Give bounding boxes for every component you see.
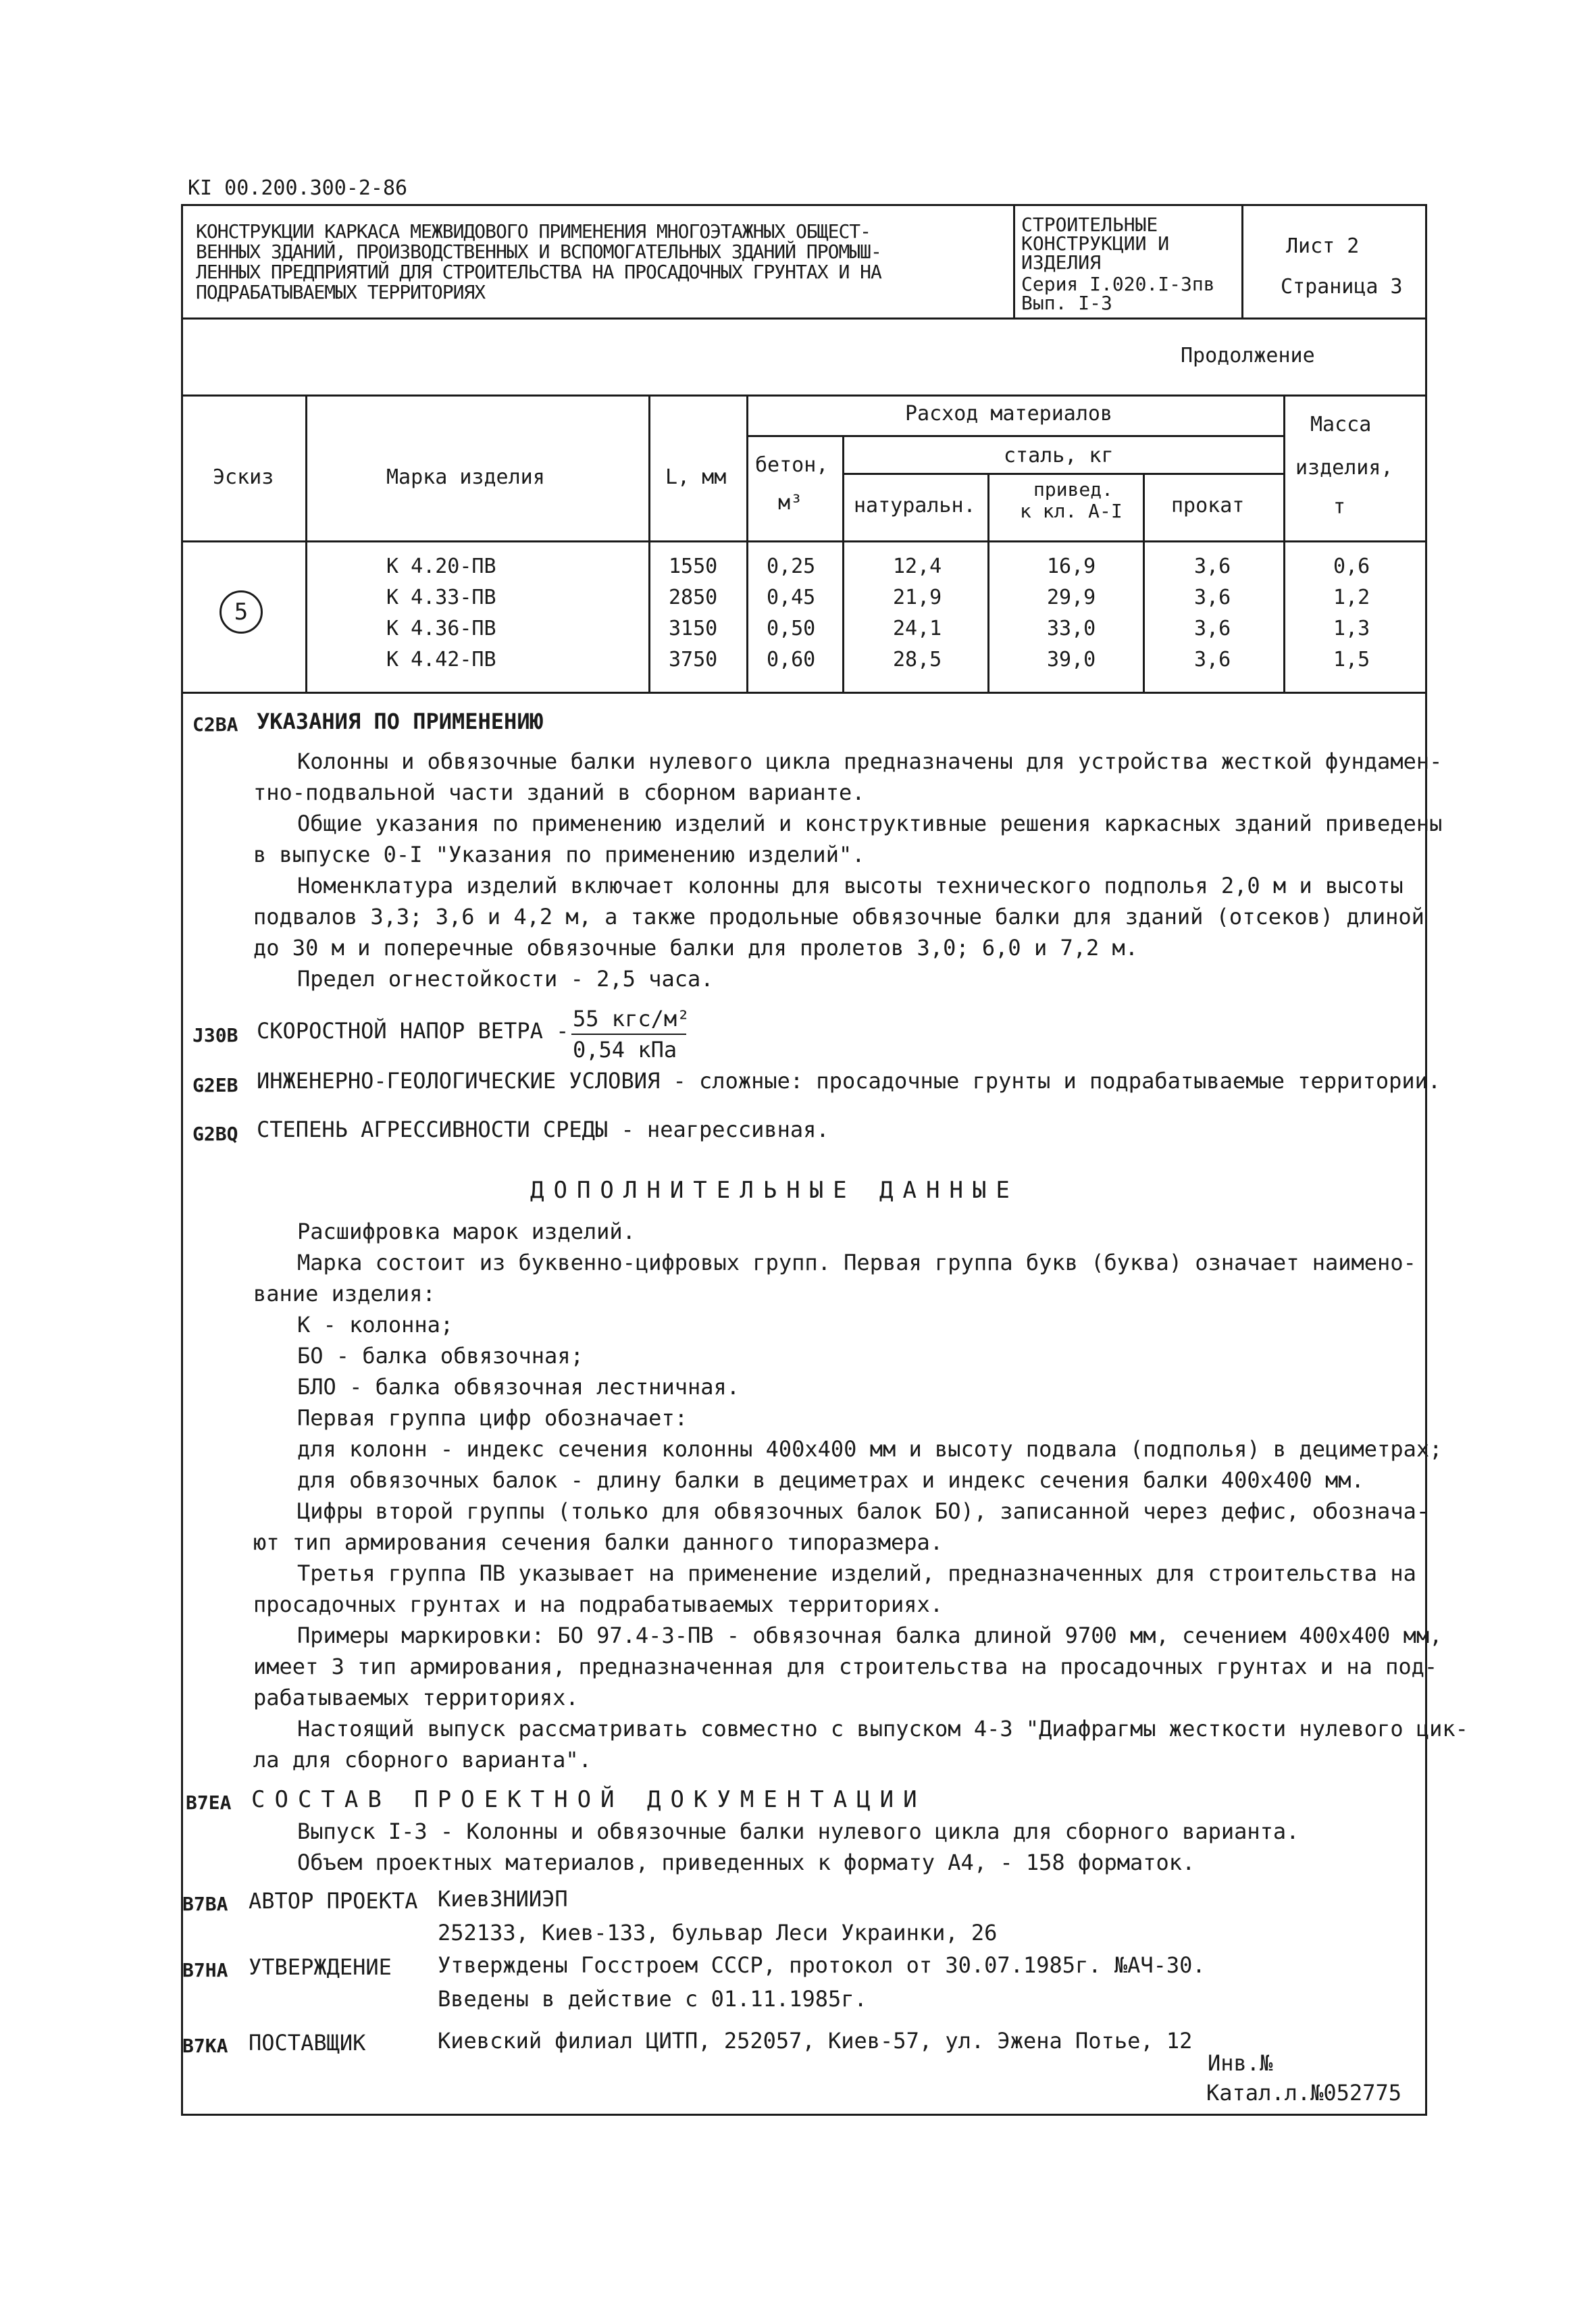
col-line-reduced: [1143, 473, 1145, 692]
aggressiveness-text: СТЕПЕНЬ АГРЕССИВНОСТИ СРЕДЫ - неагрессивная.: [257, 1117, 829, 1142]
catalog-number: Катал.л.№052775: [1206, 2080, 1401, 2106]
usage-line-7: до 30 м и поперечные обвязочные балки для пролетов 3,0; 6,0 и 7,2 м.: [253, 935, 1139, 961]
cell-reduced: 16,9: [1047, 555, 1096, 578]
additional-data-line: Третья группа ПВ указывает на применение изделий, предназначенных для строительства на: [297, 1560, 1416, 1586]
cell-mark: К 4.36-ПВ: [386, 617, 496, 640]
table-header-bottom: [181, 540, 1427, 542]
additional-data-title: ДОПОЛНИТЕЛЬНЫЕ ДАННЫЕ: [530, 1177, 1019, 1204]
usage-line-3: Общие указания по применению изделий и конструктивные решения каркасных зданий приведены: [297, 811, 1443, 836]
header-title-line-2: ВЕННЫХ ЗДАНИЙ, ПРОИЗВОДСТВЕННЫХ И ВСПОМОГАТЕЛЬНЫХ ЗДАНИЙ ПРОМЫШ-: [196, 240, 881, 263]
usage-line-1: Колонны и обвязочные балки нулевого цикла предназначены для устройства жесткой фундамен-: [297, 748, 1443, 774]
additional-data-line: имеет 3 тип армирования, предназначенная для строительства на просадочных грунтах и на под-: [253, 1654, 1438, 1679]
col-line-mark: [648, 395, 650, 692]
cell-reduced: 33,0: [1047, 617, 1096, 640]
aggressiveness-code: G2BQ: [192, 1123, 238, 1145]
cell-length: 2850: [669, 586, 718, 609]
cell-length: 1550: [669, 555, 718, 578]
usage-line-2: тно-подвальной части зданий в сборном варианте.: [253, 780, 865, 805]
wind-code: J30B: [192, 1024, 238, 1046]
cell-natural: 21,9: [893, 586, 942, 609]
cell-mass: 0,6: [1333, 555, 1370, 578]
usage-title: УКАЗАНИЯ ПО ПРИМЕНЕНИЮ: [257, 709, 543, 734]
cell-rolled: 3,6: [1194, 586, 1231, 609]
inventory-number: Инв.№: [1208, 2050, 1273, 2076]
additional-data-line: БО - балка обвязочная;: [297, 1343, 584, 1369]
additional-data-line: Первая группа цифр обозначает:: [297, 1405, 688, 1431]
category-line-1: СТРОИТЕЛЬНЫЕ: [1021, 213, 1158, 236]
header-title-line-3: ЛЕННЫХ ПРЕДПРИЯТИЙ ДЛЯ СТРОИТЕЛЬСТВА НА ПРОСАДОЧНЫХ ГРУНТАХ И НА: [196, 261, 881, 283]
col-header-mass-3: т: [1333, 495, 1346, 519]
additional-data-line: ла для сборного варианта".: [253, 1747, 592, 1773]
documentation-line-1: Выпуск I-3 - Колонны и обвязочные балки нулевого цикла для сборного варианта.: [297, 1819, 1299, 1844]
additional-data-line: БЛО - балка обвязочная лестничная.: [297, 1374, 740, 1400]
cell-rolled: 3,6: [1194, 648, 1231, 671]
col-header-materials: Расход материалов: [905, 402, 1113, 426]
cell-concrete: 0,60: [767, 648, 816, 671]
col-header-length: L, мм: [665, 465, 727, 489]
approval-line-1: Утверждены Госстроем СССР, протокол от 30.07.1985г. №АЧ-30.: [438, 1952, 1206, 1978]
usage-code: С2ВА: [192, 713, 238, 736]
cell-concrete: 0,45: [767, 586, 816, 609]
usage-line-5: Номенклатура изделий включает колонны для высоты технического подполья 2,0 м и высоты: [297, 873, 1404, 898]
usage-line-4: в выпуске 0-I "Указания по применению изделий".: [253, 842, 865, 867]
documentation-line-2: Объем проектных материалов, приведенных к формату А4, - 158 форматок.: [297, 1850, 1195, 1875]
col-header-natural: натуральн.: [854, 494, 976, 517]
supplier-text: Киевский филиал ЦИТП, 252057, Киев-57, ул. Эжена Потье, 12: [438, 2028, 1193, 2054]
additional-data-line: ют тип армирования сечения балки данного типоразмера.: [253, 1529, 944, 1555]
continuation-divider: [181, 395, 1427, 397]
additional-data-line: Цифры второй группы (только для обвязочных балок БО), записанной через дефис, обознача-: [297, 1498, 1430, 1524]
usage-line-8: Предел огнестойкости - 2,5 часа.: [297, 966, 714, 992]
category-line-2: КОНСТРУКЦИИ И: [1021, 232, 1170, 255]
author-label: АВТОР ПРОЕКТА: [249, 1888, 418, 1914]
steel-divider: [842, 473, 1283, 475]
header-divider: [181, 317, 1427, 320]
col-line-natural: [987, 473, 989, 692]
cell-natural: 12,4: [893, 555, 942, 578]
cell-mass: 1,5: [1333, 648, 1370, 671]
author-line-2: 252133, Киев-133, бульвар Леси Украинки, 26: [438, 1920, 998, 1946]
col-header-rolled: прокат: [1171, 494, 1245, 517]
additional-data-line: для колонн - индекс сечения колонны 400х400 мм и высоту подвала (подполья) в дециметрах;: [297, 1436, 1443, 1462]
document-code: КI 00.200.300-2-86: [188, 176, 408, 200]
col-header-mass-2: изделия,: [1295, 456, 1393, 480]
cell-natural: 28,5: [893, 648, 942, 671]
table-bottom: [181, 692, 1427, 694]
cell-reduced: 29,9: [1047, 586, 1096, 609]
header-col-divider-1: [1013, 204, 1015, 317]
materials-divider: [746, 435, 1283, 437]
col-line-rolled: [1283, 395, 1285, 692]
issue-label: Вып. I-3: [1021, 292, 1112, 314]
header-col-divider-2: [1241, 204, 1243, 317]
additional-data-line: вание изделия:: [253, 1281, 436, 1306]
col-header-reduced-2: к кл. А-I: [1020, 500, 1123, 522]
wind-title: СКОРОСТНОЙ НАПОР ВЕТРА -: [257, 1018, 569, 1044]
header-title-line-1: КОНСТРУКЦИИ КАРКАСА МЕЖВИДОВОГО ПРИМЕНЕНИЯ МНОГОЭТАЖНЫХ ОБЩЕСТ-: [196, 220, 871, 243]
supplier-label: ПОСТАВЩИК: [249, 2030, 366, 2056]
cell-length: 3150: [669, 617, 718, 640]
supplier-code: В7КА: [182, 2035, 228, 2057]
cell-natural: 24,1: [893, 617, 942, 640]
cell-rolled: 3,6: [1194, 555, 1231, 578]
approval-code: В7НА: [182, 1959, 228, 1981]
additional-data-line: рабатываемых территориях.: [253, 1685, 579, 1710]
series-label: Серия I.020.I-3пв: [1021, 273, 1215, 295]
wind-value-pressure: 55 кгс/м²: [573, 1006, 690, 1032]
author-code: В7ВА: [182, 1893, 228, 1915]
wind-fraction-line: [571, 1034, 686, 1035]
cell-mark: К 4.42-ПВ: [386, 648, 496, 671]
cell-mass: 1,2: [1333, 586, 1370, 609]
col-header-reduced-1: привед.: [1033, 478, 1114, 501]
wind-value-kpa: 0,54 кПа: [573, 1037, 677, 1063]
col-header-concrete: бетон,: [755, 453, 829, 477]
documentation-title: СОСТАВ ПРОЕКТНОЙ ДОКУМЕНТАЦИИ: [251, 1786, 927, 1813]
cell-concrete: 0,50: [767, 617, 816, 640]
additional-data-line: Расшифровка марок изделий.: [297, 1219, 636, 1244]
approval-label: УТВЕРЖДЕНИЕ: [249, 1954, 392, 1980]
sketch-number-badge: 5: [220, 590, 263, 634]
cell-length: 3750: [669, 648, 718, 671]
cell-mass: 1,3: [1333, 617, 1370, 640]
additional-data-line: Примеры маркировки: БО 97.4-3-ПВ - обвязочная балка длиной 9700 мм, сечением 400х400 мм,: [297, 1623, 1443, 1648]
cell-concrete: 0,25: [767, 555, 816, 578]
col-header-concrete-unit: м³: [778, 491, 803, 515]
additional-data-line: для обвязочных балок - длину балки в дециметрах и индекс сечения балки 400х400 мм.: [297, 1467, 1364, 1493]
additional-data-line: Настоящий выпуск рассматривать совместно с выпуском 4-3 "Диафрагмы жесткости нулевого цик-: [297, 1716, 1468, 1742]
sheet-number: Лист 2: [1286, 234, 1360, 258]
continuation-label: Продолжение: [1181, 344, 1315, 367]
category-line-3: ИЗДЕЛИЯ: [1021, 251, 1102, 274]
additional-data-line: Марка состоит из буквенно-цифровых групп. Первая группа букв (буква) означает наимено-: [297, 1250, 1416, 1275]
cell-mark: К 4.33-ПВ: [386, 586, 496, 609]
author-line-1: КиевЗНИИЭП: [438, 1886, 568, 1912]
col-header-sketch: Эскиз: [213, 465, 274, 489]
col-header-mass-1: Масса: [1310, 413, 1372, 436]
col-line-sketch: [305, 395, 307, 692]
col-line-concrete: [842, 435, 844, 692]
page-number: Страница 3: [1281, 275, 1403, 299]
col-line-length: [746, 395, 748, 692]
cell-reduced: 39,0: [1047, 648, 1096, 671]
geo-text: ИНЖЕНЕРНО-ГЕОЛОГИЧЕСКИЕ УСЛОВИЯ - сложные: просадочные грунты и подрабатываемые территории.: [257, 1068, 1441, 1094]
documentation-code: В7ЕА: [186, 1791, 232, 1814]
cell-mark: К 4.20-ПВ: [386, 555, 496, 578]
geo-code: G2ЕВ: [192, 1074, 238, 1096]
header-title-line-4: ПОДРАБАТЫВАЕМЫХ ТЕРРИТОРИЯХ: [196, 281, 486, 303]
approval-line-2: Введены в действие с 01.11.1985г.: [438, 1986, 867, 2012]
col-header-steel: сталь, кг: [1004, 444, 1114, 467]
additional-data-line: К - колонна;: [297, 1312, 454, 1338]
additional-data-line: просадочных грунтах и на подрабатываемых территориях.: [253, 1592, 944, 1617]
cell-rolled: 3,6: [1194, 617, 1231, 640]
usage-line-6: подвалов 3,3; 3,6 и 4,2 м, а также продольные обвязочные балки для зданий (отсеков) длиной: [253, 904, 1424, 930]
col-header-mark: Марка изделия: [386, 465, 545, 489]
